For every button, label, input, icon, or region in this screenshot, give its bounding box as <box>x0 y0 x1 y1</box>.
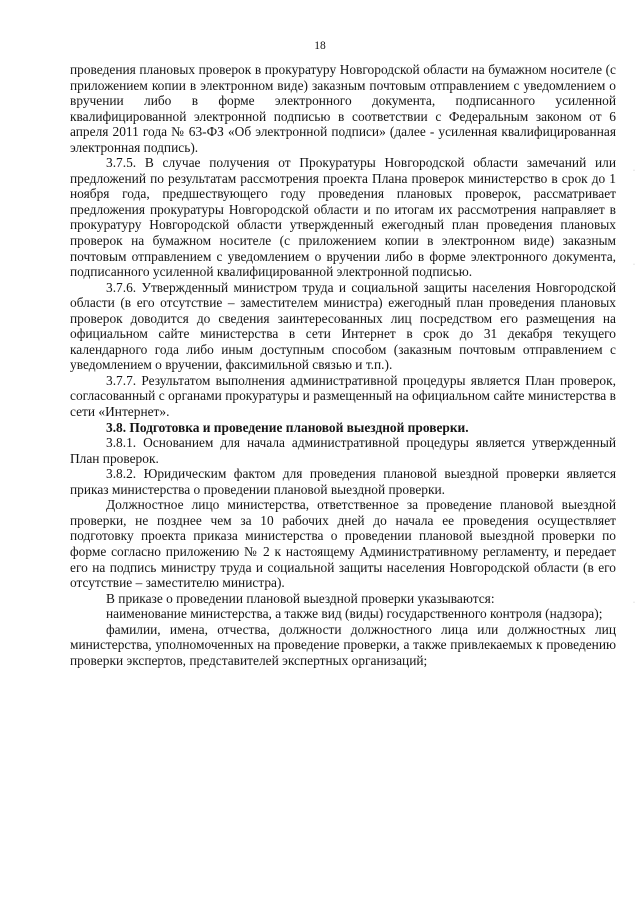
document-body <box>70 62 616 668</box>
section-heading-3-8: 3.8. Подготовка и проведение плановой выездной проверки. <box>106 419 469 435</box>
scan-edge-mark: · <box>633 262 635 268</box>
paragraph-3-7-5: 3.7.5. В случае получения от Прокуратуры Новгородской области замечаний или предложений по результатам рассмотрения проекта Плана проверок министерство в срок до 1 ноября года, предшествующего году проведения плановых проверок, рассматривает предложения прокуратуры Новгородской области и по итогам их рассмотрения направляет в прокуратуру Новгородской области утвержденный ежегодный план проведения плановых проверок на бумажном носителе (с приложением копии в электронном виде) заказным почтовым отправлением с уведомлением о вручении либо в форме электронного документа, подписанного усиленной квалифицированной электронной подписью. <box>70 155 616 280</box>
page-number: 18 <box>314 40 326 52</box>
paragraph-continuation: проведения плановых проверок в прокуратуру Новгородской области на бумажном носителе (с приложением копии в электронном виде) заказным почтовым отправлением с уведомлением о вручении либо в форме электронного документа, подписанного усиленной квалифицированной электронной подписью в соответствии с Федеральным законом от 6 апреля 2011 года № 63-ФЗ «Об электронной подписи» (далее - усиленная квалифицированная электронная подпись). <box>70 62 616 155</box>
paragraph-3-8-2: 3.8.2. Юридическим фактом для проведения плановой выездной проверки является приказ министерства о проведении плановой выездной проверки. <box>70 466 616 497</box>
scan-edge-mark: · <box>633 168 635 174</box>
paragraph-order-contents-intro: В приказе о проведении плановой выездной проверки указываются: <box>106 590 495 606</box>
paragraph-3-8-1: 3.8.1. Основанием для начала административной процедуры является утвержденный План проверок. <box>70 435 616 466</box>
scan-edge-mark: · <box>633 600 635 606</box>
paragraph-3-7-7: 3.7.7. Результатом выполнения административной процедуры является План проверок, согласованный с органами прокуратуры и размещенный на официальном сайте министерства в сети «Интернет». <box>70 372 616 420</box>
list-item-ministry-name: наименование министерства, а также вид (виды) государственного контроля (надзора); <box>106 606 603 622</box>
paragraph-3-7-6: 3.7.6. Утвержденный министром труда и социальной защиты населения Новгородской области (в его отсутствие – заместителем министра) ежегодный план проведения плановых проверок доводится до сведения заинтересованных лиц посредством его размещения на официальном сайте министерства в сети Интернет в срок до 31 декабря текущего календарного года либо иным доступным способом (заказным почтовым отправлением с уведомлением о вручении, факсимильной связью и т.п.). <box>70 279 616 373</box>
paragraph-responsible-official: Должностное лицо министерства, ответственное за проведение плановой выездной проверки, не позднее чем за 10 рабочих дней до начала ее проведения осуществляет подготовку проекта приказа министерства о проведении плановой выездной проверки по форме согласно приложению № 2 к настоящему Административному регламенту, и передает его на подпись министру труда и социальной защиты населения Новгородской области (в его отсутствие – заместителю министра). <box>70 497 616 591</box>
list-item-officials-names: фамилии, имена, отчества, должности должностного лица или должностных лиц министерства, уполномоченных на проведение проверки, а также привлекаемых к проведению проверки экспертов, представителей экспертных организаций; <box>70 621 616 668</box>
